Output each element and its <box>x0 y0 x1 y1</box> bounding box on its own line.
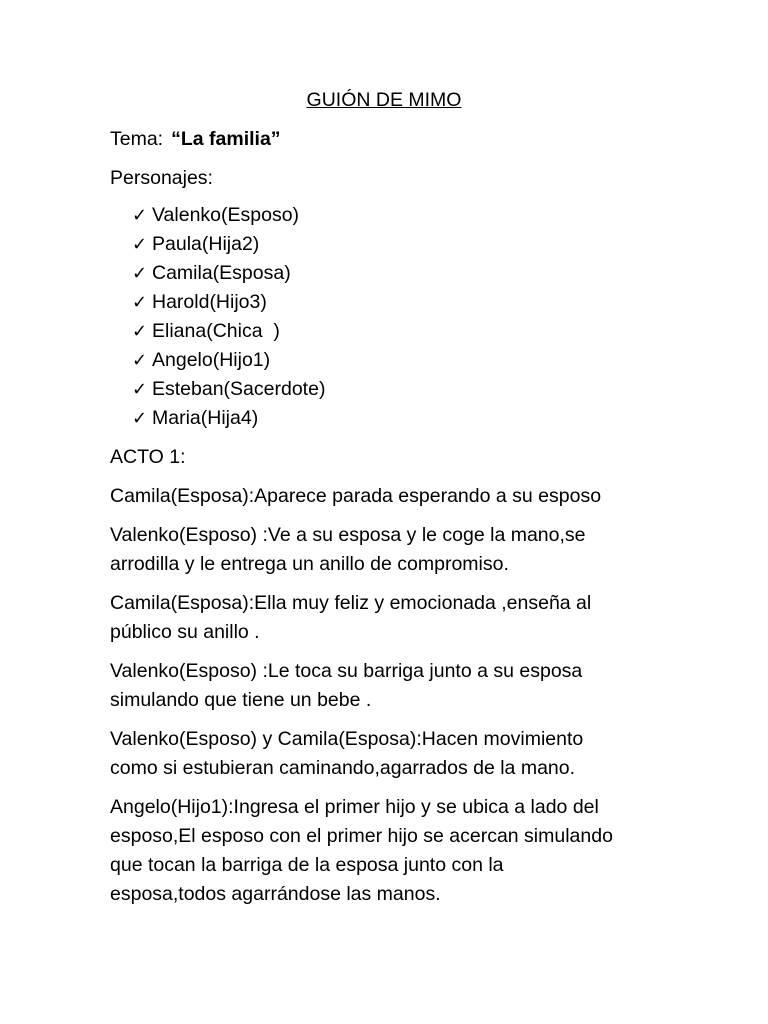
personaje-name: Camila(Esposa) <box>152 262 291 284</box>
check-icon: ✓ <box>132 234 148 255</box>
check-icon: ✓ <box>132 379 148 400</box>
list-item <box>132 259 670 288</box>
document-title: GUIÓN DE MIMO <box>306 89 462 111</box>
tema-label: Tema: <box>110 128 164 150</box>
check-icon: ✓ <box>132 263 148 284</box>
script-paragraph: Valenko(Esposo) :Ve a su esposa y le coge la mano,se arrodilla y le entrega un anillo de compromiso. <box>110 524 586 575</box>
script-paragraph: Valenko(Esposo) :Le toca su barriga junto a su esposa simulando que tiene un bebe . <box>110 660 583 711</box>
check-icon: ✓ <box>132 321 148 342</box>
list-item <box>132 201 670 230</box>
personaje-name: Valenko(Esposo) <box>152 204 300 226</box>
check-icon: ✓ <box>132 408 148 429</box>
script-paragraph: Camila(Esposa):Aparece parada esperando a su esposo <box>110 485 602 507</box>
script-paragraph: Camila(Esposa):Ella muy feliz y emocionada ,enseña al público su anillo . <box>110 592 592 643</box>
personaje-name: Paula(Hija2) <box>152 233 260 255</box>
acto-heading: ACTO 1: <box>110 446 186 468</box>
list-item <box>132 375 670 404</box>
personaje-name: Harold(Hijo3) <box>152 291 267 313</box>
check-icon: ✓ <box>132 205 148 226</box>
personaje-name: Esteban(Sacerdote) <box>152 378 326 400</box>
list-item <box>132 404 670 433</box>
script-paragraph: Angelo(Hijo1):Ingresa el primer hijo y se ubica a lado del esposo,El esposo con el primer hijo se acercan simulando que tocan la barriga de la esposa junto con la esposa,todos agarrándose las manos. <box>110 796 613 905</box>
tema-value: “La familia” <box>171 128 281 150</box>
check-icon: ✓ <box>132 292 148 313</box>
document-page <box>110 86 670 919</box>
list-item <box>132 317 670 346</box>
list-item <box>132 346 670 375</box>
personaje-name: Angelo(Hijo1) <box>152 349 271 371</box>
script-paragraph: Valenko(Esposo) y Camila(Esposa):Hacen movimiento como si estubieran caminando,agarrados de la mano. <box>110 728 584 779</box>
personajes-label: Personajes: <box>110 167 213 189</box>
check-icon: ✓ <box>132 350 148 371</box>
personajes-list <box>110 201 670 433</box>
tema-line <box>110 125 670 154</box>
personaje-name: Eliana(Chica ) <box>152 320 280 342</box>
list-item <box>132 288 670 317</box>
personaje-name: Maria(Hija4) <box>152 407 259 429</box>
list-item <box>132 230 670 259</box>
